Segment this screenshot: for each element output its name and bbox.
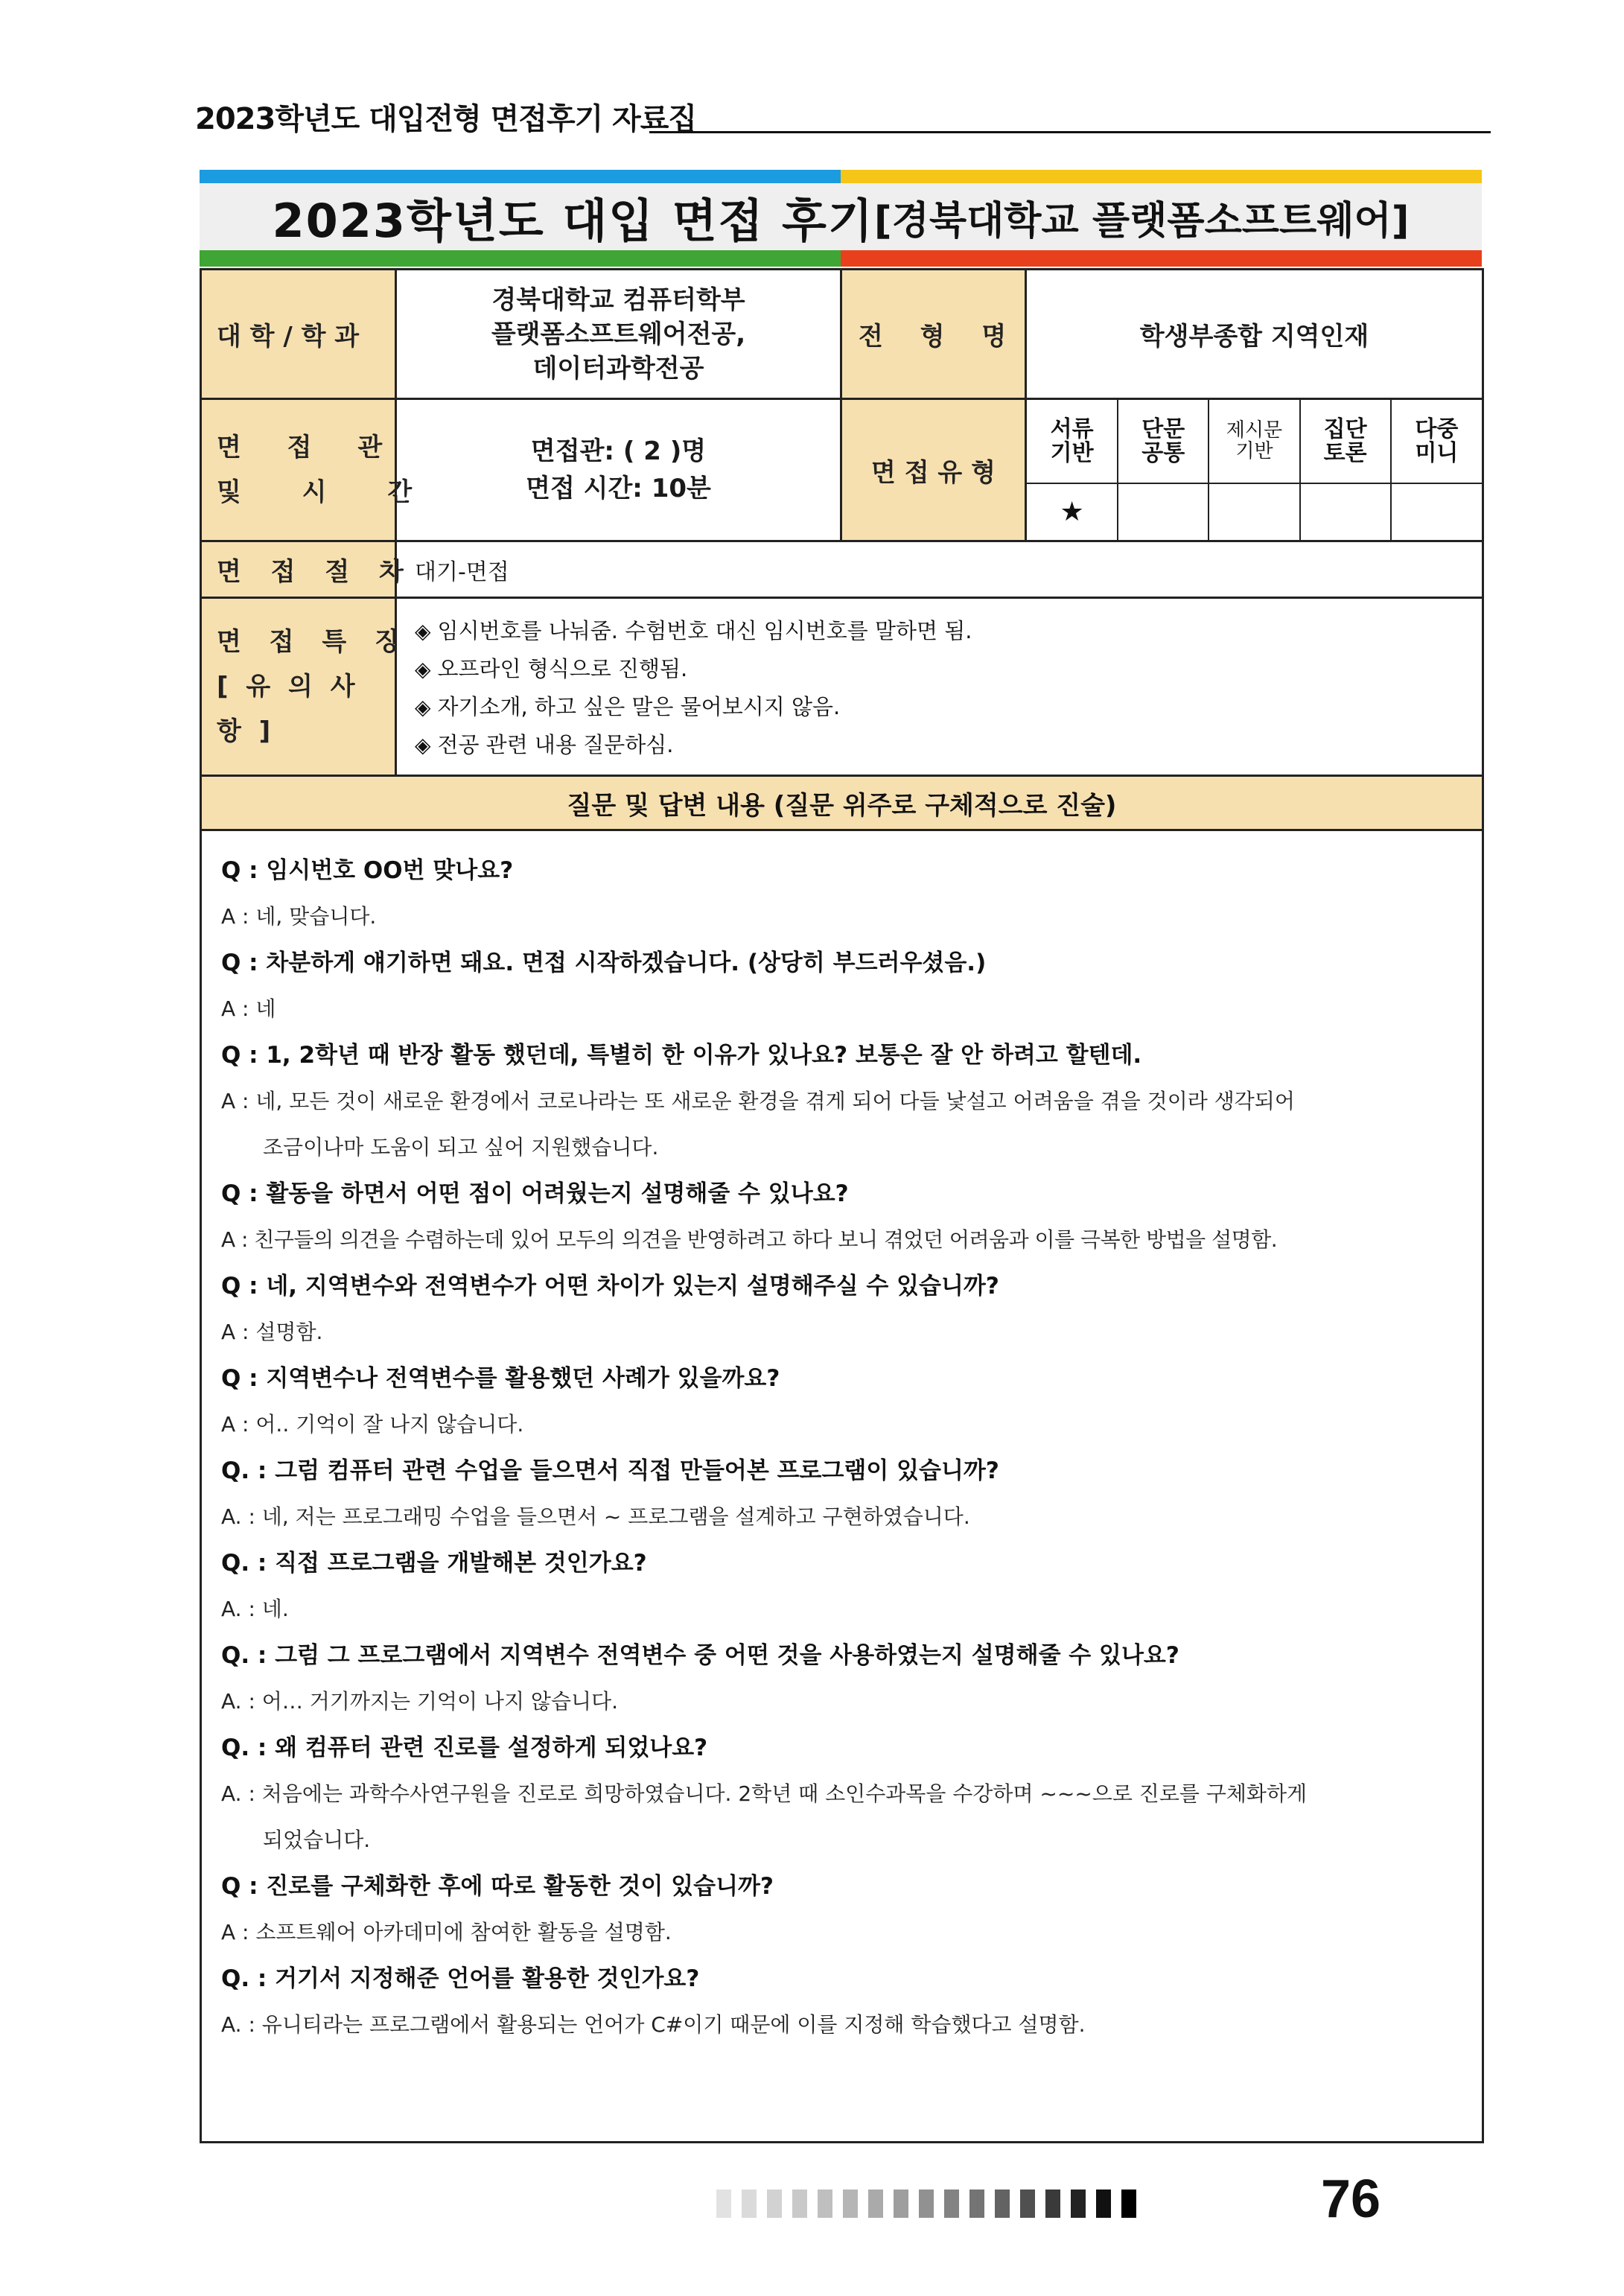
features-label-2: [ 유 의 사 항 ] [217,672,360,746]
question: Q : 네, 지역변수와 전역변수가 어떤 차이가 있는지 설명해주실 수 있습니까? [221,1273,999,1300]
question: Q : 지역변수나 전역변수를 활용했던 사례가 있을까요? [221,1365,780,1392]
univ-value-cell [396,270,841,399]
type-grid-cell [1026,399,1483,541]
header-title: 2023학년도 대입전형 면접후기 자료집 [195,102,697,136]
document-subtitle: [경북대학교 플랫폼소프트웨어] [873,198,1410,244]
univ-label-cell [201,270,396,399]
interviewer-value-cell [396,399,841,541]
answer: A : 네 [221,996,276,1021]
answer: A. : 처음에는 과학수사연구원을 진로로 희망하였습니다. 2학년 때 소인수과목을 수강하며 ~~~으로 진로를 구체화하게 되었습니다. [221,1781,1308,1852]
question: Q : 차분하게 얘기하면 돼요. 면접 시작하겠습니다. (상당히 부드러우셨음.) [221,950,987,976]
type-short: 단문 공통 [1118,400,1209,483]
question: Q. : 그럼 그 프로그램에서 지역변수 전역변수 중 어떤 것을 사용하였는지 설명해줄 수 있나요? [221,1642,1179,1669]
type-group: 집단 토론 [1300,400,1391,483]
type-group-mark [1300,483,1391,540]
features-list [397,599,1482,775]
feature-item: ◈ 자기소개, 하고 싶은 말은 물어보시지 않음. [415,688,1482,726]
interviewer-label-1: 면 접 관 [217,433,383,462]
answer: A. : 유니티라는 프로그램에서 활용되는 언어가 C#이기 때문에 이를 지정해 학습했다고 설명함. [221,2012,1086,2037]
interviewer-count: 면접관: ( 2 )명 [530,436,707,466]
qa-content [201,830,1483,2143]
qa-section-header: 질문 및 답변 내용 (질문 위주로 구체적으로 진술) [201,776,1483,830]
interviewer-label-2: 및 시 간 [217,477,413,507]
answer: A. : 어… 거기까지는 기억이 나지 않습니다. [221,1689,619,1714]
type-mmi: 다중 미니 [1391,400,1482,483]
major-2: 데이터과학전공 [532,353,704,384]
features-label-1: 면 접 특 징 [217,627,399,657]
type-label: 면 접 유 형 [871,457,996,488]
answer: A : 소프트웨어 아카데미에 참여한 활동을 설명함. [221,1920,672,1944]
title-bar-top [200,170,1482,183]
interview-info-table [200,268,1484,2143]
features-cell [396,598,1483,776]
univ-name: 경북대학교 컴퓨터학부 [491,284,745,315]
type-passage-mark [1209,483,1299,540]
interview-duration: 면접 시간: 10분 [526,474,711,503]
question: Q. : 직접 프로그램을 개발해본 것인가요? [221,1550,647,1577]
procedure-label: 면 접 절 차 [217,557,404,587]
type-document-mark: ★ [1027,483,1118,540]
question: Q. : 그럼 컴퓨터 관련 수업을 들으면서 직접 만들어본 프로그램이 있습니까? [221,1457,999,1484]
interview-type-grid [1027,400,1482,540]
type-document: 서류 기반 [1027,400,1118,483]
page-header [195,95,1491,137]
procedure-value: 대기-면접 [396,541,1483,598]
answer: A : 네, 모든 것이 새로운 환경에서 코로나라는 또 새로운 환경을 겪게 되어 다들 낯설고 어려움을 겪을 것이라 생각되어 조금이나마 도움이 되고 싶어 지원했습니다. [221,1089,1295,1160]
feature-item: ◈ 오프라인 형식으로 진행됨. [415,650,1482,688]
answer: A. : 네. [221,1597,289,1621]
interviewer-label-cell [201,399,413,541]
univ-label: 대 학 / 학 과 [217,322,360,352]
page-footer [716,2169,1461,2228]
title-bar-bottom [200,250,1482,267]
document-title: 2023학년도 대입 면접 후기 [272,193,874,248]
admission-value: 학생부종합 지역인재 [1026,270,1483,399]
page-number: 76 [1321,2169,1381,2229]
type-label-cell [841,399,1026,541]
footer-gradient-bars [716,2190,1136,2218]
question: Q : 임시번호 OO번 맞나요? [221,857,514,884]
answer: A. : 네, 저는 프로그래밍 수업을 들으면서 ~ 프로그램을 설계하고 구현하였습니다. [221,1504,970,1529]
question: Q : 진로를 구체화한 후에 따로 활동한 것이 있습니까? [221,1873,774,1900]
answer: A : 네, 맞습니다. [221,904,377,929]
procedure-label-cell [201,541,404,598]
header-rule [649,131,1491,133]
admission-label: 전 형 명 [859,322,1007,352]
feature-item: ◈ 임시번호를 나눠줌. 수험번호 대신 임시번호를 말하면 됨. [415,612,1482,650]
question: Q : 활동을 하면서 어떤 점이 어려웠는지 설명해줄 수 있나요? [221,1180,849,1207]
answer: A : 설명함. [221,1320,323,1344]
question: Q. : 왜 컴퓨터 관련 진로를 설정하게 되었나요? [221,1734,708,1761]
title-banner [200,170,1482,267]
admission-label-cell [841,270,1026,399]
answer: A : 친구들의 의견을 수렴하는데 있어 모두의 의견을 반영하려고 하다 보니 겪었던 어려움과 이를 극복한 방법을 설명함. [221,1227,1278,1252]
major-1: 플랫폼소프트웨어전공, [491,319,746,349]
feature-item: ◈ 전공 관련 내용 질문하심. [415,726,1482,764]
type-mmi-mark [1391,483,1482,540]
type-passage: 제시문 기반 [1209,400,1299,483]
features-label-cell [201,598,399,776]
question: Q : 1, 2학년 때 반장 활동 했던데, 특별히 한 이유가 있나요? 보통은 잘 안 하려고 할텐데. [221,1042,1142,1069]
title-box [200,183,1482,250]
type-short-mark [1118,483,1209,540]
answer: A : 어.. 기억이 잘 나지 않습니다. [221,1412,524,1437]
question: Q. : 거기서 지정해준 언어를 활용한 것인가요? [221,1965,700,1992]
